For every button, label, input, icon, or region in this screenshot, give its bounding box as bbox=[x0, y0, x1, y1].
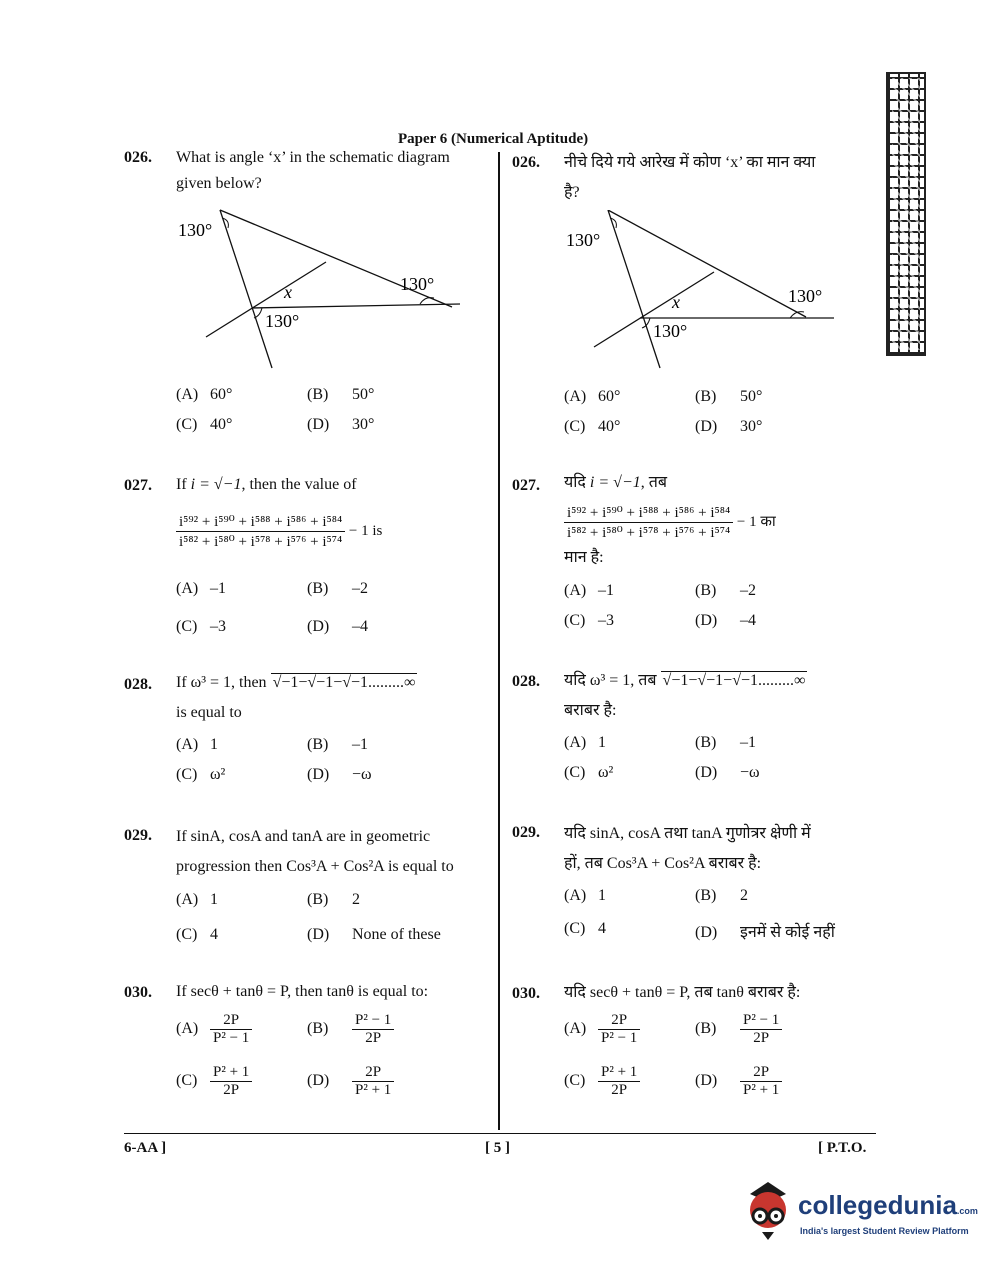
option-d[interactable]: (D) $\frac{2P}{\text{P² + 1}}$ bbox=[695, 1064, 782, 1099]
option-c[interactable]: (C) 4 bbox=[176, 926, 218, 943]
option-d[interactable]: (D) 30° bbox=[307, 416, 375, 433]
option-b[interactable]: (B) 50° bbox=[307, 386, 375, 403]
fraction-expression: $\frac{\text{i⁵⁹² + i⁵⁹⁰ + i⁵⁸⁸ + i⁵⁸⁶ + i⁵⁸⁴}}{\text{i⁵⁸² + i⁵⁸⁰ + i⁵⁷⁸ + i⁵⁷⁶ + i⁵⁷⁴}}$ − 1 का bbox=[564, 503, 776, 542]
option-b[interactable]: (B) $\frac{\text{P² − 1}}{2P}$ bbox=[307, 1012, 394, 1047]
option-c[interactable]: (C) 40° bbox=[564, 418, 621, 435]
option-a[interactable]: (A) 60° bbox=[176, 386, 233, 403]
question-number: 027. bbox=[512, 477, 540, 494]
option-b[interactable]: (B) $\frac{\text{P² − 1}}{2P}$ bbox=[695, 1012, 782, 1047]
question-text: If i = √−1, then the value of bbox=[176, 476, 357, 493]
angle-diagram bbox=[170, 200, 470, 370]
option-a[interactable]: (A) –1 bbox=[176, 580, 226, 597]
question-line: given below? bbox=[176, 175, 262, 192]
angle-diagram bbox=[558, 210, 858, 380]
footer-code: 6-AA ] bbox=[124, 1140, 167, 1156]
angle-label: 130° bbox=[566, 230, 601, 250]
option-c[interactable]: (C) 4 bbox=[564, 920, 606, 937]
question-text: If sinA, cosA and tanA are in geometric progression then Cos³A + Cos²A is equal to bbox=[176, 828, 454, 875]
question-line: What is angle ‘x’ in the schematic diagram bbox=[176, 149, 450, 166]
option-a[interactable]: (A) 60° bbox=[564, 388, 621, 405]
option-c[interactable]: (C) ω² bbox=[564, 764, 614, 781]
brand-name: collegedunia.com bbox=[798, 1190, 978, 1220]
option-a[interactable]: (A) 1 bbox=[176, 736, 218, 753]
option-a[interactable]: (A) 1 bbox=[176, 891, 218, 908]
collegedunia-logo[interactable] bbox=[740, 1180, 798, 1247]
option-d[interactable]: (D) $\frac{2P}{\text{P² + 1}}$ bbox=[307, 1064, 394, 1099]
option-c[interactable]: (C) –3 bbox=[176, 618, 226, 635]
question-text: If ω³ = 1, then √−1−√−1−√−1.........∞ is equal to bbox=[176, 674, 416, 721]
question-line: मान है: bbox=[564, 549, 604, 566]
option-d[interactable]: (D) −ω bbox=[307, 766, 372, 783]
question-number: 026. bbox=[512, 154, 540, 171]
footer-rule bbox=[124, 1133, 876, 1134]
option-d[interactable]: (D) –4 bbox=[307, 618, 368, 635]
question-text: नीचे दिये गये आरेख में कोण ‘x’ का मान क्या है? bbox=[564, 154, 816, 201]
option-a[interactable]: (A) 1 bbox=[564, 734, 606, 751]
question-number: 027. bbox=[124, 477, 152, 494]
option-c[interactable]: (C) ω² bbox=[176, 766, 226, 783]
fraction-expression: $\frac{\text{i⁵⁹² + i⁵⁹⁰ + i⁵⁸⁸ + i⁵⁸⁶ + i⁵⁸⁴}}{\text{i⁵⁸² + i⁵⁸⁰ + i⁵⁷⁸ + i⁵⁷⁶ + i⁵⁷⁴}}$ − 1 is bbox=[176, 512, 382, 551]
question-number: 030. bbox=[512, 985, 540, 1002]
question-text: यदि secθ + tanθ = P, तब tanθ बराबर है: bbox=[564, 984, 801, 1001]
brand-tagline: India's largest Student Review Platform bbox=[800, 1226, 969, 1236]
question-text: यदि ω³ = 1, तब √−1−√−1−√−1.........∞ बराबर है: bbox=[564, 672, 806, 719]
option-d[interactable]: (D) –4 bbox=[695, 612, 756, 629]
option-b[interactable]: (B) –2 bbox=[307, 580, 368, 597]
pto-label: [ P.T.O. bbox=[818, 1140, 867, 1156]
question-text: यदि i = √−1, तब bbox=[564, 474, 668, 491]
option-b[interactable]: (B) 2 bbox=[695, 887, 748, 904]
angle-label: 130° bbox=[265, 311, 300, 331]
question-number: 028. bbox=[512, 673, 540, 690]
option-d[interactable]: (D) None of these bbox=[307, 926, 441, 943]
option-d[interactable]: (D) इनमें से कोई नहीं bbox=[695, 924, 835, 941]
option-d[interactable]: (D) 30° bbox=[695, 418, 763, 435]
option-c[interactable]: (C) –3 bbox=[564, 612, 614, 629]
column-divider bbox=[498, 152, 500, 1130]
option-c[interactable]: (C) 40° bbox=[176, 416, 233, 433]
question-number: 029. bbox=[512, 824, 540, 841]
option-c[interactable]: (C) $\frac{\text{P² + 1}}{2P}$ bbox=[176, 1064, 252, 1099]
question-number: 028. bbox=[124, 676, 152, 693]
option-b[interactable]: (B) 50° bbox=[695, 388, 763, 405]
question-number: 030. bbox=[124, 984, 152, 1001]
question-number: 026. bbox=[124, 149, 152, 166]
option-d[interactable]: (D) −ω bbox=[695, 764, 760, 781]
option-b[interactable]: (B) –1 bbox=[695, 734, 756, 751]
security-pattern-overlay bbox=[892, 78, 920, 350]
question-text: यदि sinA, cosA तथा tanA गुणोत्रर क्षेणी में हों, तब Cos³A + Cos²A बराबर है: bbox=[564, 825, 811, 872]
option-c[interactable]: (C) $\frac{\text{P² + 1}}{2P}$ bbox=[564, 1064, 640, 1099]
option-b[interactable]: (B) –1 bbox=[307, 736, 368, 753]
page-number: [ 5 ] bbox=[485, 1140, 510, 1156]
question-text bbox=[176, 145, 488, 197]
question-text: If secθ + tanθ = P, then tanθ is equal to: bbox=[176, 983, 429, 1000]
angle-label: 130° bbox=[788, 286, 823, 306]
variable-label: x bbox=[284, 282, 292, 302]
option-a[interactable]: (A) –1 bbox=[564, 582, 614, 599]
angle-label: 130° bbox=[400, 274, 435, 294]
angle-label: 130° bbox=[653, 321, 688, 341]
option-a[interactable]: (A) $\frac{2P}{\text{P² − 1}}$ bbox=[564, 1012, 640, 1047]
option-a[interactable]: (A) $\frac{2P}{\text{P² − 1}}$ bbox=[176, 1012, 252, 1047]
question-number: 029. bbox=[124, 827, 152, 844]
page-title: Paper 6 (Numerical Aptitude) bbox=[398, 131, 589, 147]
mascot-icon bbox=[740, 1180, 798, 1242]
option-b[interactable]: (B) –2 bbox=[695, 582, 756, 599]
variable-label: x bbox=[672, 292, 680, 312]
option-b[interactable]: (B) 2 bbox=[307, 891, 360, 908]
angle-label: 130° bbox=[178, 220, 213, 240]
option-a[interactable]: (A) 1 bbox=[564, 887, 606, 904]
